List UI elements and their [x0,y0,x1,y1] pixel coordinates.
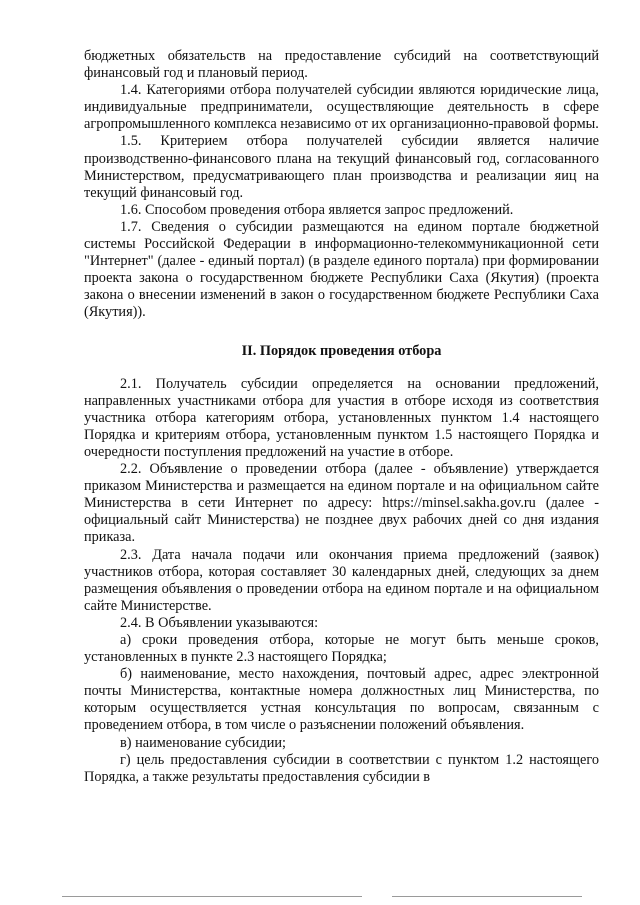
paragraph-1-4: 1.4. Категориями отбора получателей субсидии являются юридические лица, индивидуальные предприниматели, осуществляющие деятельность в сфере агропромышленного комплекса независимо от их организационно-правовой формы. [84,82,599,133]
list-item-a: а) сроки проведения отбора, которые не могут быть меньше сроков, установленных в пункте 2.3 настоящего Порядка; [84,632,599,666]
paragraph-budget-obligations: бюджетных обязательств на предоставление субсидий на соответствующий финансовый год и плановый период. [84,48,599,82]
paragraph-1-5: 1.5. Критерием отбора получателей субсидии является наличие производственно-финансового плана на текущий финансовый год, согласованного Министерством, предусматривающего план производства и реализации яиц на текущий финансовый год. [84,133,599,201]
paragraph-2-2: 2.2. Объявление о проведении отбора (далее - объявление) утверждается приказом Министерства и размещается на едином портале и на официальном сайте Министерства в сети Интернет по адресу: https://minsel.sakha.gov.ru (далее - официальный сайт Министерства) не позднее двух рабочих дней со дня издания приказа. [84,461,599,546]
list-item-b: б) наименование, место нахождения, почтовый адрес, адрес электронной почты Министерства, контактные номера должностных лиц Министерства, по которым осуществляется устная консультация по вопросам, связанным с проведением отбора, в том числе о разъяснении положений объявления. [84,666,599,734]
list-item-g: г) цель предоставления субсидии в соответствии с пунктом 1.2 настоящего Порядка, а также результаты предоставления субсидии в [84,751,599,785]
paragraph-1-7: 1.7. Сведения о субсидии размещаются на едином портале бюджетной системы Российской Федерации в информационно-телекоммуникационной сети "Интернет" (далее - единый портал) (в разделе единого портала) при формировании проекта закона о государственном бюджете Республики Саха (Якутия) (проекта закона о внесении изменений в закон о государственном бюджете Республики Саха (Якутия)). [84,218,599,321]
document-page [84,48,599,786]
section-heading: II. Порядок проведения отбора [241,342,442,359]
paragraph-2-3: 2.3. Дата начала подачи или окончания приема предложений (заявок) участников отбора, которая составляет 30 календарных дней, следующих за днем размещения объявления о проведении отбора на едином портале и на официальном сайте Министерстве. [84,546,599,614]
list-item-v: в) наименование субсидии; [120,734,286,751]
scan-artifact-line [392,896,582,897]
paragraph-1-6: 1.6. Способом проведения отбора является запрос предложений. [120,201,514,218]
paragraph-2-4: 2.4. В Объявлении указываются: [120,614,319,631]
scan-artifact-line [62,896,362,897]
paragraph-2-1: 2.1. Получатель субсидии определяется на основании предложений, направленных участниками отбора для участия в отборе исходя из соответствия участника отбора категориям отбора, установленных пунктом 1.4 настоящего Порядка и критериям отбора, установленным пунктом 1.5 настоящего Порядка и очередности поступления предложений на участие в отборе. [84,375,599,460]
